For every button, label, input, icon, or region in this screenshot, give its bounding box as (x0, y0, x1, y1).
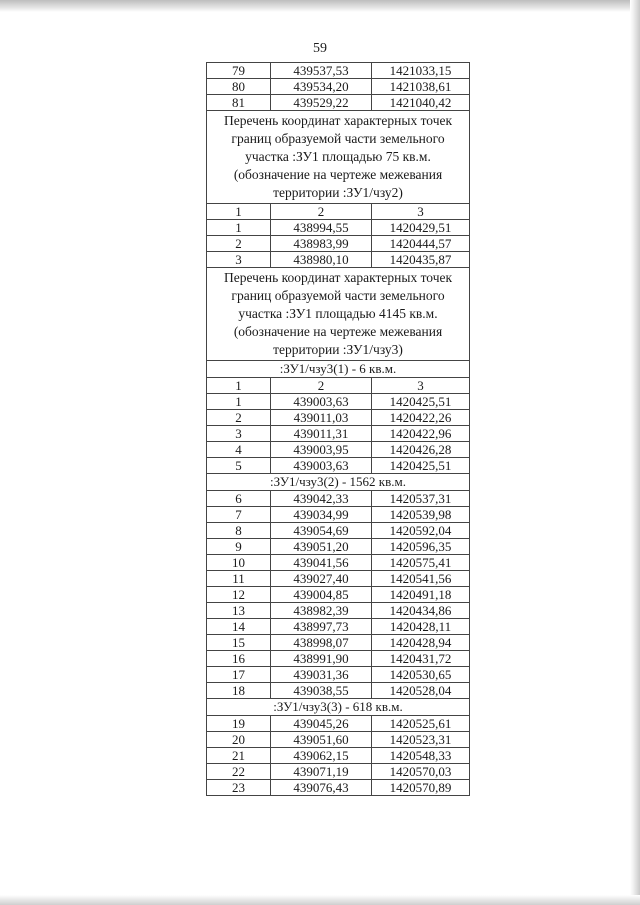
table-row (207, 635, 470, 651)
table-row (207, 410, 470, 426)
table-cell: 1420570,03 (372, 764, 470, 780)
table-row (207, 683, 470, 699)
table-cell: 439004,85 (271, 587, 372, 603)
table-row (207, 79, 470, 95)
subsection-label (207, 361, 470, 378)
table-cell: 81 (207, 95, 271, 111)
table-cell: 439076,43 (271, 780, 372, 796)
table-cell: 1420523,31 (372, 732, 470, 748)
table-cell: 14 (207, 619, 271, 635)
table-cell: 12 (207, 587, 271, 603)
table-cell: 1420541,56 (372, 571, 470, 587)
table-row (207, 619, 470, 635)
table-cell: 1420525,61 (372, 716, 470, 732)
column-header: 3 (372, 204, 470, 220)
table-cell: 1420425,51 (372, 458, 470, 474)
table-row (207, 63, 470, 79)
table-cell: 11 (207, 571, 271, 587)
table-cell: 1420429,51 (372, 220, 470, 236)
table-cell: 1420422,96 (372, 426, 470, 442)
column-header: 2 (271, 204, 372, 220)
table-cell: 79 (207, 63, 271, 79)
table-cell: 1420528,04 (372, 683, 470, 699)
table-cell: 1421033,15 (372, 63, 470, 79)
table-cell: 1420575,41 (372, 555, 470, 571)
table-cell: 1 (207, 220, 271, 236)
table-cell: 439042,33 (271, 491, 372, 507)
column-header: 2 (271, 378, 372, 394)
table-cell: 438997,73 (271, 619, 372, 635)
table-cell: 1421038,61 (372, 79, 470, 95)
section-caption-cell: Перечень координат характерных точек границ образуемой части земельного участка :ЗУ1 площадью 75 кв.м. (обозначение на чертеже межевания территории :ЗУ1/чзу2) (207, 111, 470, 204)
table-cell: 1421040,42 (372, 95, 470, 111)
table-cell: 4 (207, 442, 271, 458)
table-row (207, 539, 470, 555)
table-cell: 1420596,35 (372, 539, 470, 555)
table-cell: 22 (207, 764, 271, 780)
table-row (207, 458, 470, 474)
subsection-label (207, 474, 470, 491)
table-cell: 21 (207, 748, 271, 764)
table-row (207, 220, 470, 236)
table-cell: 5 (207, 458, 271, 474)
table-row (207, 587, 470, 603)
table-row (207, 748, 470, 764)
table-cell: 17 (207, 667, 271, 683)
table-cell: 18 (207, 683, 271, 699)
table-cell: 80 (207, 79, 271, 95)
table-row (207, 651, 470, 667)
table-cell: 1 (207, 394, 271, 410)
table-cell: 1420428,94 (372, 635, 470, 651)
table-cell: 438982,39 (271, 603, 372, 619)
column-header: 1 (207, 378, 271, 394)
table-cell: 1420592,04 (372, 523, 470, 539)
table-cell: 439031,36 (271, 667, 372, 683)
table-cell: 1420428,11 (372, 619, 470, 635)
table-cell: 439534,20 (271, 79, 372, 95)
table-cell: 438980,10 (271, 252, 372, 268)
table-cell: 439027,40 (271, 571, 372, 587)
table-cell: 8 (207, 523, 271, 539)
page-edge-shadow (630, 0, 640, 905)
table-cell: 20 (207, 732, 271, 748)
table-cell: 19 (207, 716, 271, 732)
subsection-label-cell: :ЗУ1/чзу3(3) - 618 кв.м. (207, 699, 470, 716)
subsection-label-cell: :ЗУ1/чзу3(2) - 1562 кв.м. (207, 474, 470, 491)
table-cell: 439041,56 (271, 555, 372, 571)
table-row (207, 252, 470, 268)
table-cell: 2 (207, 236, 271, 252)
table-cell: 438994,55 (271, 220, 372, 236)
table-cell: 439051,20 (271, 539, 372, 555)
table-cell: 23 (207, 780, 271, 796)
table-cell: 1420434,86 (372, 603, 470, 619)
table-row (207, 507, 470, 523)
table-cell: 3 (207, 426, 271, 442)
table-cell: 439003,63 (271, 394, 372, 410)
column-header: 1 (207, 204, 271, 220)
page-number: 59 (313, 41, 327, 56)
table-cell: 1420570,89 (372, 780, 470, 796)
page-edge-shadow (0, 895, 640, 905)
table-cell: 1420435,87 (372, 252, 470, 268)
table-cell: 439071,19 (271, 764, 372, 780)
table-cell: 13 (207, 603, 271, 619)
table-cell: 1420422,26 (372, 410, 470, 426)
table-cell: 3 (207, 252, 271, 268)
table-cell: 439051,60 (271, 732, 372, 748)
table-cell: 439011,03 (271, 410, 372, 426)
coordinates-document (206, 62, 469, 796)
table-row (207, 394, 470, 410)
table-row (207, 603, 470, 619)
table-cell: 1420491,18 (372, 587, 470, 603)
table-cell: 438983,99 (271, 236, 372, 252)
table-cell: 1420539,98 (372, 507, 470, 523)
section-caption-cell: Перечень координат характерных точек границ образуемой части земельного участка :ЗУ1 площадью 4145 кв.м. (обозначение на чертеже межевания территории :ЗУ1/чзу3) (207, 268, 470, 361)
table-cell: 15 (207, 635, 271, 651)
table-row (207, 523, 470, 539)
table-row (207, 780, 470, 796)
table-cell: 7 (207, 507, 271, 523)
table-cell: 16 (207, 651, 271, 667)
table-cell: 439537,53 (271, 63, 372, 79)
table-row (207, 571, 470, 587)
coordinates-table (206, 62, 470, 796)
table-cell: 439034,99 (271, 507, 372, 523)
subsection-label-cell: :ЗУ1/чзу3(1) - 6 кв.м. (207, 361, 470, 378)
table-row (207, 716, 470, 732)
table-cell: 439045,26 (271, 716, 372, 732)
table-header-row (207, 378, 470, 394)
section-caption (207, 268, 470, 361)
table-cell: 9 (207, 539, 271, 555)
table-cell: 439011,31 (271, 426, 372, 442)
table-row (207, 236, 470, 252)
table-row (207, 555, 470, 571)
table-cell: 439529,22 (271, 95, 372, 111)
table-row (207, 426, 470, 442)
table-row (207, 491, 470, 507)
column-header: 3 (372, 378, 470, 394)
table-cell: 439054,69 (271, 523, 372, 539)
table-cell: 1420530,65 (372, 667, 470, 683)
table-cell: 438998,07 (271, 635, 372, 651)
table-cell: 439038,55 (271, 683, 372, 699)
table-header-row (207, 204, 470, 220)
table-row (207, 732, 470, 748)
table-cell: 6 (207, 491, 271, 507)
table-cell: 1420425,51 (372, 394, 470, 410)
table-cell: 1420548,33 (372, 748, 470, 764)
table-cell: 439003,95 (271, 442, 372, 458)
table-cell: 2 (207, 410, 271, 426)
table-cell: 439003,63 (271, 458, 372, 474)
table-cell: 1420444,57 (372, 236, 470, 252)
section-caption (207, 111, 470, 204)
table-cell: 1420537,31 (372, 491, 470, 507)
table-cell: 1420426,28 (372, 442, 470, 458)
subsection-label (207, 699, 470, 716)
table-cell: 1420431,72 (372, 651, 470, 667)
table-row (207, 442, 470, 458)
table-cell: 438991,90 (271, 651, 372, 667)
page-edge-shadow (0, 0, 640, 12)
table-row (207, 667, 470, 683)
table-cell: 439062,15 (271, 748, 372, 764)
table-row (207, 764, 470, 780)
table-row (207, 95, 470, 111)
table-cell: 10 (207, 555, 271, 571)
